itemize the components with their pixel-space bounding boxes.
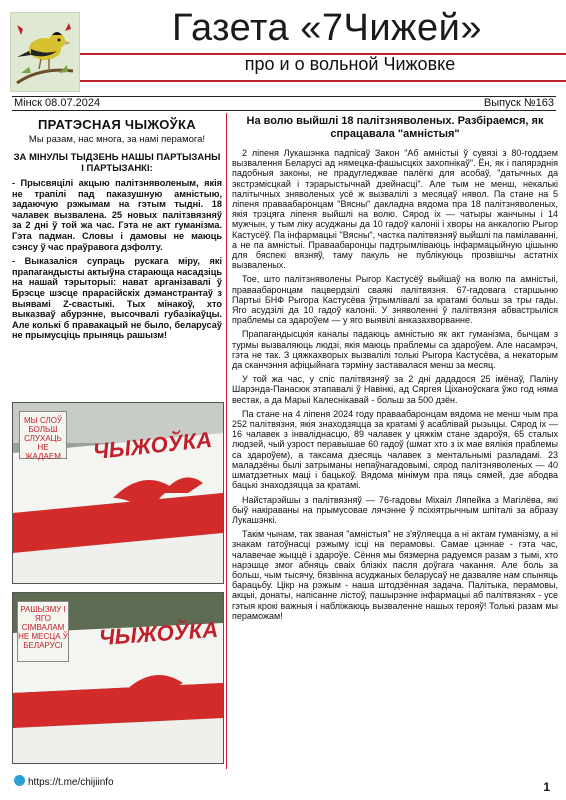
page-number: 1 <box>543 780 550 794</box>
article-paragraph: Найстарэйшы з палітвязняў — 76-гадовы Міхаіл Ляпейка з Магілёва, які быў накіраваны на прымусовае лячэнне ў псіхіятрычным шпіталі за абразу Лукашэнкі. <box>232 494 558 525</box>
article-paragraph: 2 ліпеня Лукашэнка падпісаў Закон "Аб амністыі ў сувязі з 80-годдзем вызвалення Беларусі ад нямецка-фашысцкіх захопнікаў". Ён, як і папярэднія падобныя законы, не прадугледжвае палёгкі для асобаў, "датычных да экстрэмісцкай і тэрарыстычнай дзейнасці". Але тым не менш, некалькі палітычных зняволеных усё ж вызвалілі з месяцаў нявол. Па стане на 5 ліпеня праваабаронцам "Вясны" дакладна вядома пра 18 палітзняволеных, якія трэцяга ліпеня выйшлі на волю. Сярод іх — чатыры жанчыны і 14 мужчын, у тым ліку асуджаны да 10 гадоў калоніі і хворы на анкалогію Рыгор Кастусёў. Па інфармацыі "Вясны", частка палітвязняў выйшлі па памілаванні, а не па амністыі. Праваабаронцы падтрымліваюць інфармацыйную цішыню для бяспекі вязняў, таму пакуль не публікуюць прозвішчы астатніх вызваленых. <box>232 148 558 271</box>
article-paragraph: У той жа час, у спіс палітвязняў за 2 дні дададося 25 імёнаў, Паліну Шарэнда-Панасюк этапавалі ў Навінкі, ад Сяргея Ціханоўскага ўжо год няма вестак, а да Марыі Калеснікавай - больш за 500 дзён. <box>232 374 558 405</box>
protest-sign-1: МЫ СЛОЎ БОЛЬШ СЛУХАЦЬ НЕ ЖАДАЕМ <box>19 411 67 459</box>
flag-inscription-1: ЧЫЖОЎКА <box>91 426 214 465</box>
page-footer <box>0 772 566 800</box>
rubric-title: ПРАТЭСНАЯ ЧЫЖОЎКА <box>38 117 196 132</box>
protest-photo-2 <box>12 592 224 764</box>
city-date: Мінск 08.07.2024 <box>14 97 101 109</box>
bird-logo-icon <box>10 12 80 92</box>
article-paragraph: Такім чынам, так званая "амністыя" не з'яўляецца а ні актам гуманізму, а ні знакам гатоўнасці рэжыму ісці на перамовы. Самае цэннае - гэта час, чалавечае жыццё і здароўе. Сёння мы бязмерна радуемся разам з тымі, хто нарэшце змог абняць сваіх блізкіх пасля доўгага чакання. Але боль за больш, чым тысячу, бязвінна асуджаных беларусаў не дазваляе нам спыняць барацьбу. Цікр на рэжым - наша штодзённая задача. Палітыка, перамовы, акцыі, донаты, напісанне лістоў, пашырэнне інфармацыі аб палітвязнях - усе гэтыя крокі важныя і набліжаюць вызваленне нашых герояў! Толькі разам мы пераможам! <box>232 529 558 621</box>
article-paragraph: Прапагандысцкія каналы падаюць амністыю як акт гуманізма, бычцам з турмы вызваляюць людзі, якія маюць праблемы са здароўем. Але насамрэч, гэта не так. З цяжкахворых вызвалілі толькі Рыгора Кастусёва, а некаторым да сканчэння афіцыйнага тэрміну заставалася менш за месяц. <box>232 329 558 371</box>
masthead <box>0 0 566 96</box>
protest-sign-2: РАШЫЗМУ І ЯГО СІМВАЛАМ НЕ МЕСЦА Ў БЕЛАРУСІ <box>17 601 69 662</box>
subtitle-divider <box>80 80 566 82</box>
article-headline: На волю выйшлі 18 палітзняволеных. Разбіраемся, як спрацавала "амністыя" <box>246 115 544 140</box>
article-paragraph: Тое, што палітзняволены Рыгор Кастусёў выйшаў на волю па амністыі, праваабаронцам пацвердзілі сваякі палітвязня. 67-гадовага старшыню Партыі БНФ Рыгора Кастусёва ўтрымлівалі за кратамі больш за тры гады. Яго асудзілі да 10 гадоў калоніі. У зняволенні ў палітвязня абвастрыліся праблемы са здароўем — у яго выявілі анказахворванне. <box>232 274 558 326</box>
telegram-icon <box>14 775 25 786</box>
right-column <box>232 113 558 769</box>
telegram-link[interactable]: https://t.me/chijiinfo <box>28 777 114 788</box>
newspaper-subtitle: про и о вольной Чижовке <box>244 54 456 74</box>
issue-number: Выпуск №163 <box>483 97 554 109</box>
telegram-link-row[interactable] <box>14 775 114 788</box>
action-item-1: - Прысвяцілі акцыю палітзняволеным, якія не трапілі пад паказушную амністыю, задаючую рэжымам на гэтым тыдні. 18 чалавек вызвалена. 25 новых палітзвязняў за 2 дні ў той жа час. Гэта не акт гуманізма. Гэта падман. Словы і дамовы не маюць сэнсу ў час праўравога дэфолту. <box>12 178 222 252</box>
article-paragraph: Па стане на 4 ліпеня 2024 году праваабаронцам вядома не менш чым пра 252 палітвязня, якія знаходзяцца за кратамі ў асаблівай рызыцы. Сярод іх — 16 чалавек з інваліднасцю, 89 чалавек у цяжкім стане здароўя, 65 сталых людзей, чый узрост перавышае 60 гадоў (шмат хто з іх мае вялікія праблемы са здароўем), а таксама дзесяць чалавек з ментальнымі разладамі. 23 маладзёны былі затрыманы непаўнагадовымі, сярод палітзняволеных — 40 шматдзетных маці і бацькоў. Вядома мінімум пра пяць сямей, дзе абодва бацькі знаходзяцца за кратамі. <box>232 408 558 491</box>
lead-heading: ЗА МІНУЛЫ ТЫДЗЕНЬ НАШЫ ПАРТЫЗАНЫ І ПАРТЫЗАНКІ: <box>13 152 221 174</box>
newspaper-title: Газета «7Чижей» <box>172 7 482 49</box>
column-divider <box>226 113 227 769</box>
issue-bar <box>12 96 556 111</box>
motto: Мы разам, нас многа, за намі перамога! <box>28 134 206 145</box>
protest-photo-1 <box>12 402 224 584</box>
action-item-2: - Выказаліся супраць рускага міру, які прапагандысты актыўна старающа насадзіць на нашай тэрыторыі: нават арганізавалі ў Брэсце шэсце прарасійскіх дэманстрантаў з выявамі Z-свастыкі. Тых мінакоў, хто выказваў абурэнне, высочвалі губазікаўцы. Але колькі б правакацый не было, беларусаў не прымусціць прыняць рашызм! <box>12 256 222 341</box>
flag-inscription-2: ЧЫЖОЎКА <box>98 616 219 651</box>
